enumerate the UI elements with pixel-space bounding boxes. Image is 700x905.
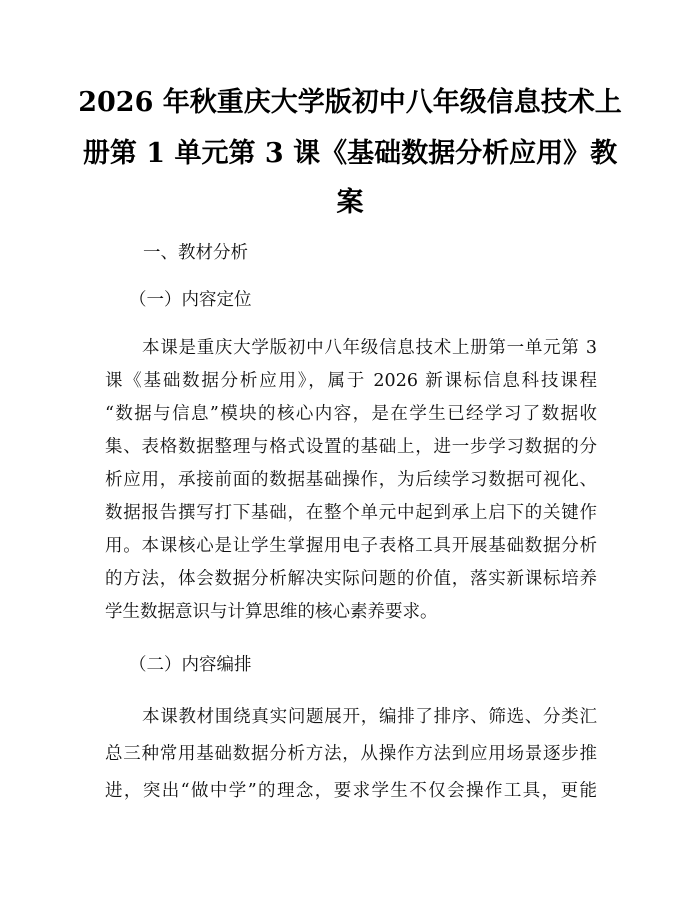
document-title-line-2: 册第 1 单元第 3 课《基础数据分析应用》教 — [82, 138, 618, 169]
subsection-heading-content-positioning: （一）内容定位 — [129, 290, 252, 310]
paragraph-line: 用。本课核心是让学生掌握用电子表格工具开展基础数据分析 — [105, 536, 597, 556]
paragraph-line: 数据报告撰写打下基础，在整个单元中起到承上启下的关键作 — [105, 503, 597, 523]
paragraph-line: 总三种常用基础数据分析方法，从操作方法到应用场景逐步推 — [105, 744, 597, 764]
document-title-line-1: 2026 年秋重庆大学版初中八年级信息技术上 — [78, 87, 622, 118]
section-heading-textbook-analysis: 一、教材分析 — [143, 243, 248, 263]
paragraph-line: 集、表格数据整理与格式设置的基础上，进一步学习数据的分 — [105, 437, 597, 457]
subsection-heading-content-arrangement: （二）内容编排 — [129, 655, 252, 675]
paragraph-line: “数据与信息”模块的核心内容，是在学生已经学习了数据收 — [105, 404, 597, 424]
paragraph-line: 进，突出“做中学”的理念，要求学生不仅会操作工具，更能 — [105, 781, 597, 801]
document-title-line-3: 案 — [336, 187, 364, 218]
paragraph-line: 的方法，体会数据分析解决实际问题的价值，落实新课标培养 — [105, 569, 597, 589]
paragraph-line: 本课教材围绕真实问题展开，编排了排序、筛选、分类汇 — [142, 707, 597, 727]
paragraph-line: 析应用，承接前面的数据基础操作，为后续学习数据可视化、 — [105, 470, 597, 490]
paragraph-line: 本课是重庆大学版初中八年级信息技术上册第一单元第 3 — [142, 338, 597, 358]
paragraph-line: 课《基础数据分析应用》，属于 2026 新课标信息科技课程 — [105, 371, 597, 391]
paragraph-line: 学生数据意识与计算思维的核心素养要求。 — [105, 602, 438, 622]
